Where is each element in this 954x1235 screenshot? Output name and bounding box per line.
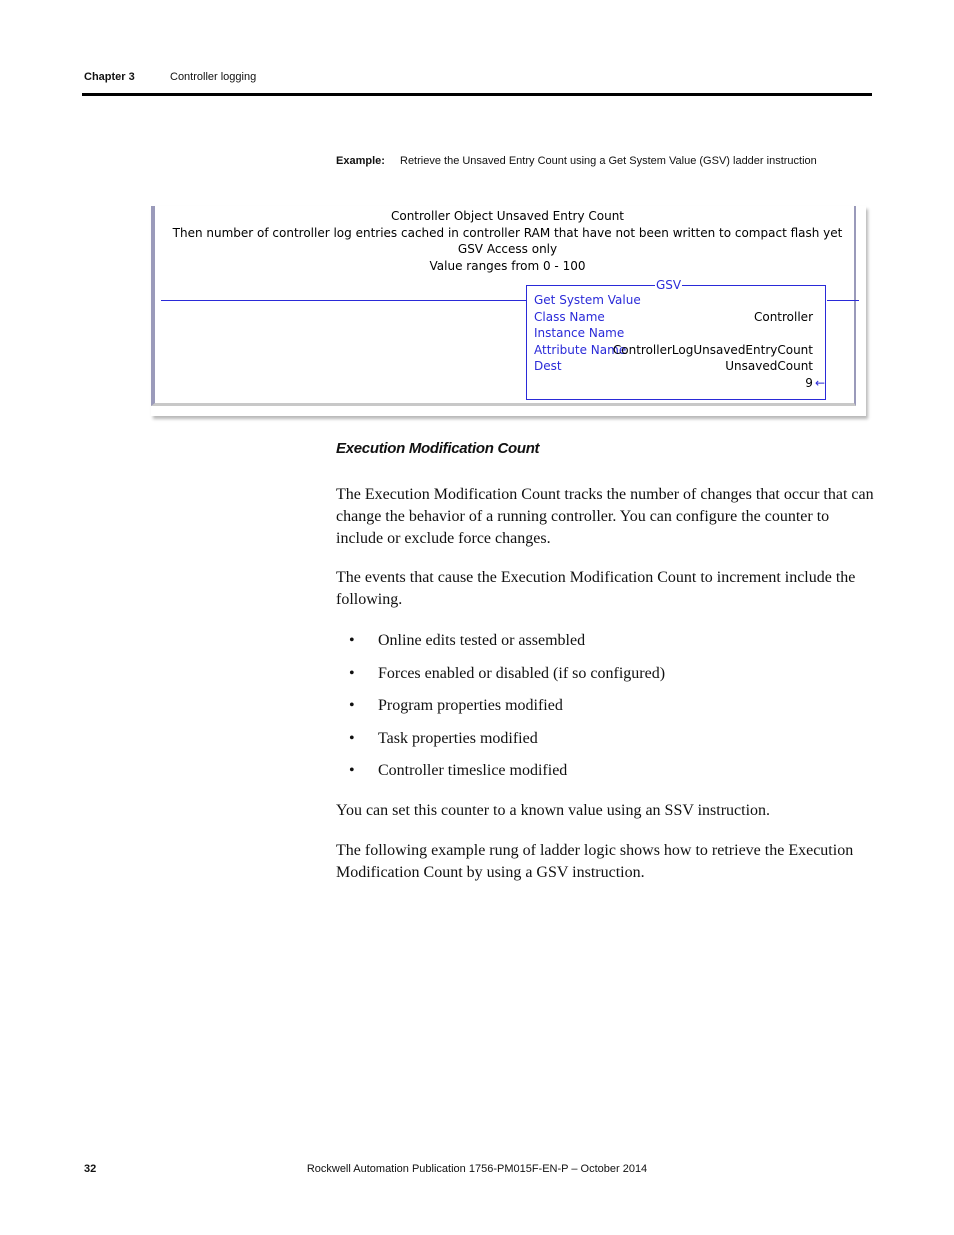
chapter-title: Controller logging — [170, 71, 257, 83]
left-arrow-icon: ← — [814, 376, 825, 390]
gsv-instance-row — [534, 326, 813, 342]
example-text: Retrieve the Unsaved Entry Count using a Get System Value (GSV) ladder instruction — [400, 155, 817, 167]
bullet-icon: • — [349, 632, 355, 649]
example-caption — [336, 155, 817, 167]
list-item — [336, 728, 665, 761]
instance-name-label: Instance Name — [534, 326, 625, 340]
header-rule — [82, 93, 872, 96]
gsv-dest-row — [534, 359, 813, 375]
list-item-text: Program properties modified — [378, 697, 563, 714]
chapter-label: Chapter 3 — [84, 71, 135, 83]
ladder-rung-figure — [151, 206, 866, 416]
page-number: 32 — [84, 1163, 97, 1175]
rung-comment-line: GSV Access only — [457, 242, 558, 256]
bullet-icon: • — [349, 697, 355, 714]
paragraph-4: The following example rung of ladder logic shows how to retrieve the Execution Modification Count by using a GSV instruction. — [336, 842, 854, 881]
bullet-icon: • — [349, 762, 355, 779]
class-name-label: Class Name — [534, 310, 605, 324]
list-item-text: Forces enabled or disabled (if so configured) — [378, 664, 666, 682]
bullet-list — [336, 630, 665, 793]
rung-panel — [151, 206, 856, 406]
gsv-instruction[interactable] — [526, 278, 826, 400]
rung-comment-line: Controller Object Unsaved Entry Count — [390, 209, 625, 223]
list-item-text: Controller timeslice modified — [378, 762, 568, 779]
paragraph-3: You can set this counter to a known value using an SSV instruction. — [336, 802, 771, 819]
example-label: Example: — [336, 155, 385, 167]
publication-info: Rockwell Automation Publication 1756-PM015F-EN-P – October 2014 — [306, 1163, 648, 1175]
dest-value: UnsavedCount — [725, 359, 813, 373]
rung-comment-line: Then number of controller log entries cached in controller RAM that have not been written to compact flash yet — [172, 226, 843, 240]
attribute-name-label: Attribute Name — [534, 343, 627, 357]
gsv-name-row — [534, 293, 813, 309]
gsv-attribute-row — [534, 343, 813, 359]
dest-current-value: 9 — [805, 376, 813, 390]
gsv-class-row — [534, 310, 813, 326]
section-heading: Execution Modification Count — [336, 440, 540, 457]
paragraph-1: The Execution Modification Count tracks the number of changes that occur that can change the behavior of a running controller. You can configure the counter to include or exclude force changes. — [336, 486, 874, 547]
list-item-text: Online edits tested or assembled — [378, 632, 586, 649]
dest-label: Dest — [534, 359, 562, 373]
gsv-name: Get System Value — [534, 293, 641, 307]
list-item — [336, 695, 665, 728]
rung-wire-left — [161, 300, 526, 301]
bullet-icon: • — [349, 729, 355, 747]
gsv-title: GSV — [656, 278, 682, 292]
rung-comment-line: Value ranges from 0 - 100 — [429, 259, 586, 273]
attribute-name-value: ControllerLogUnsavedEntryCount — [612, 343, 813, 357]
paragraph-2: The events that cause the Execution Modification Count to increment include the following. — [336, 569, 856, 608]
dest-current — [805, 376, 825, 390]
gsv-dest-current-row — [534, 376, 825, 392]
list-item-text: Task properties modified — [378, 729, 538, 747]
class-name-value: Controller — [753, 310, 813, 324]
list-item — [336, 630, 665, 663]
rung-wire-right — [827, 300, 859, 301]
list-item — [336, 663, 665, 696]
list-item — [336, 760, 665, 793]
bullet-icon: • — [349, 664, 355, 682]
